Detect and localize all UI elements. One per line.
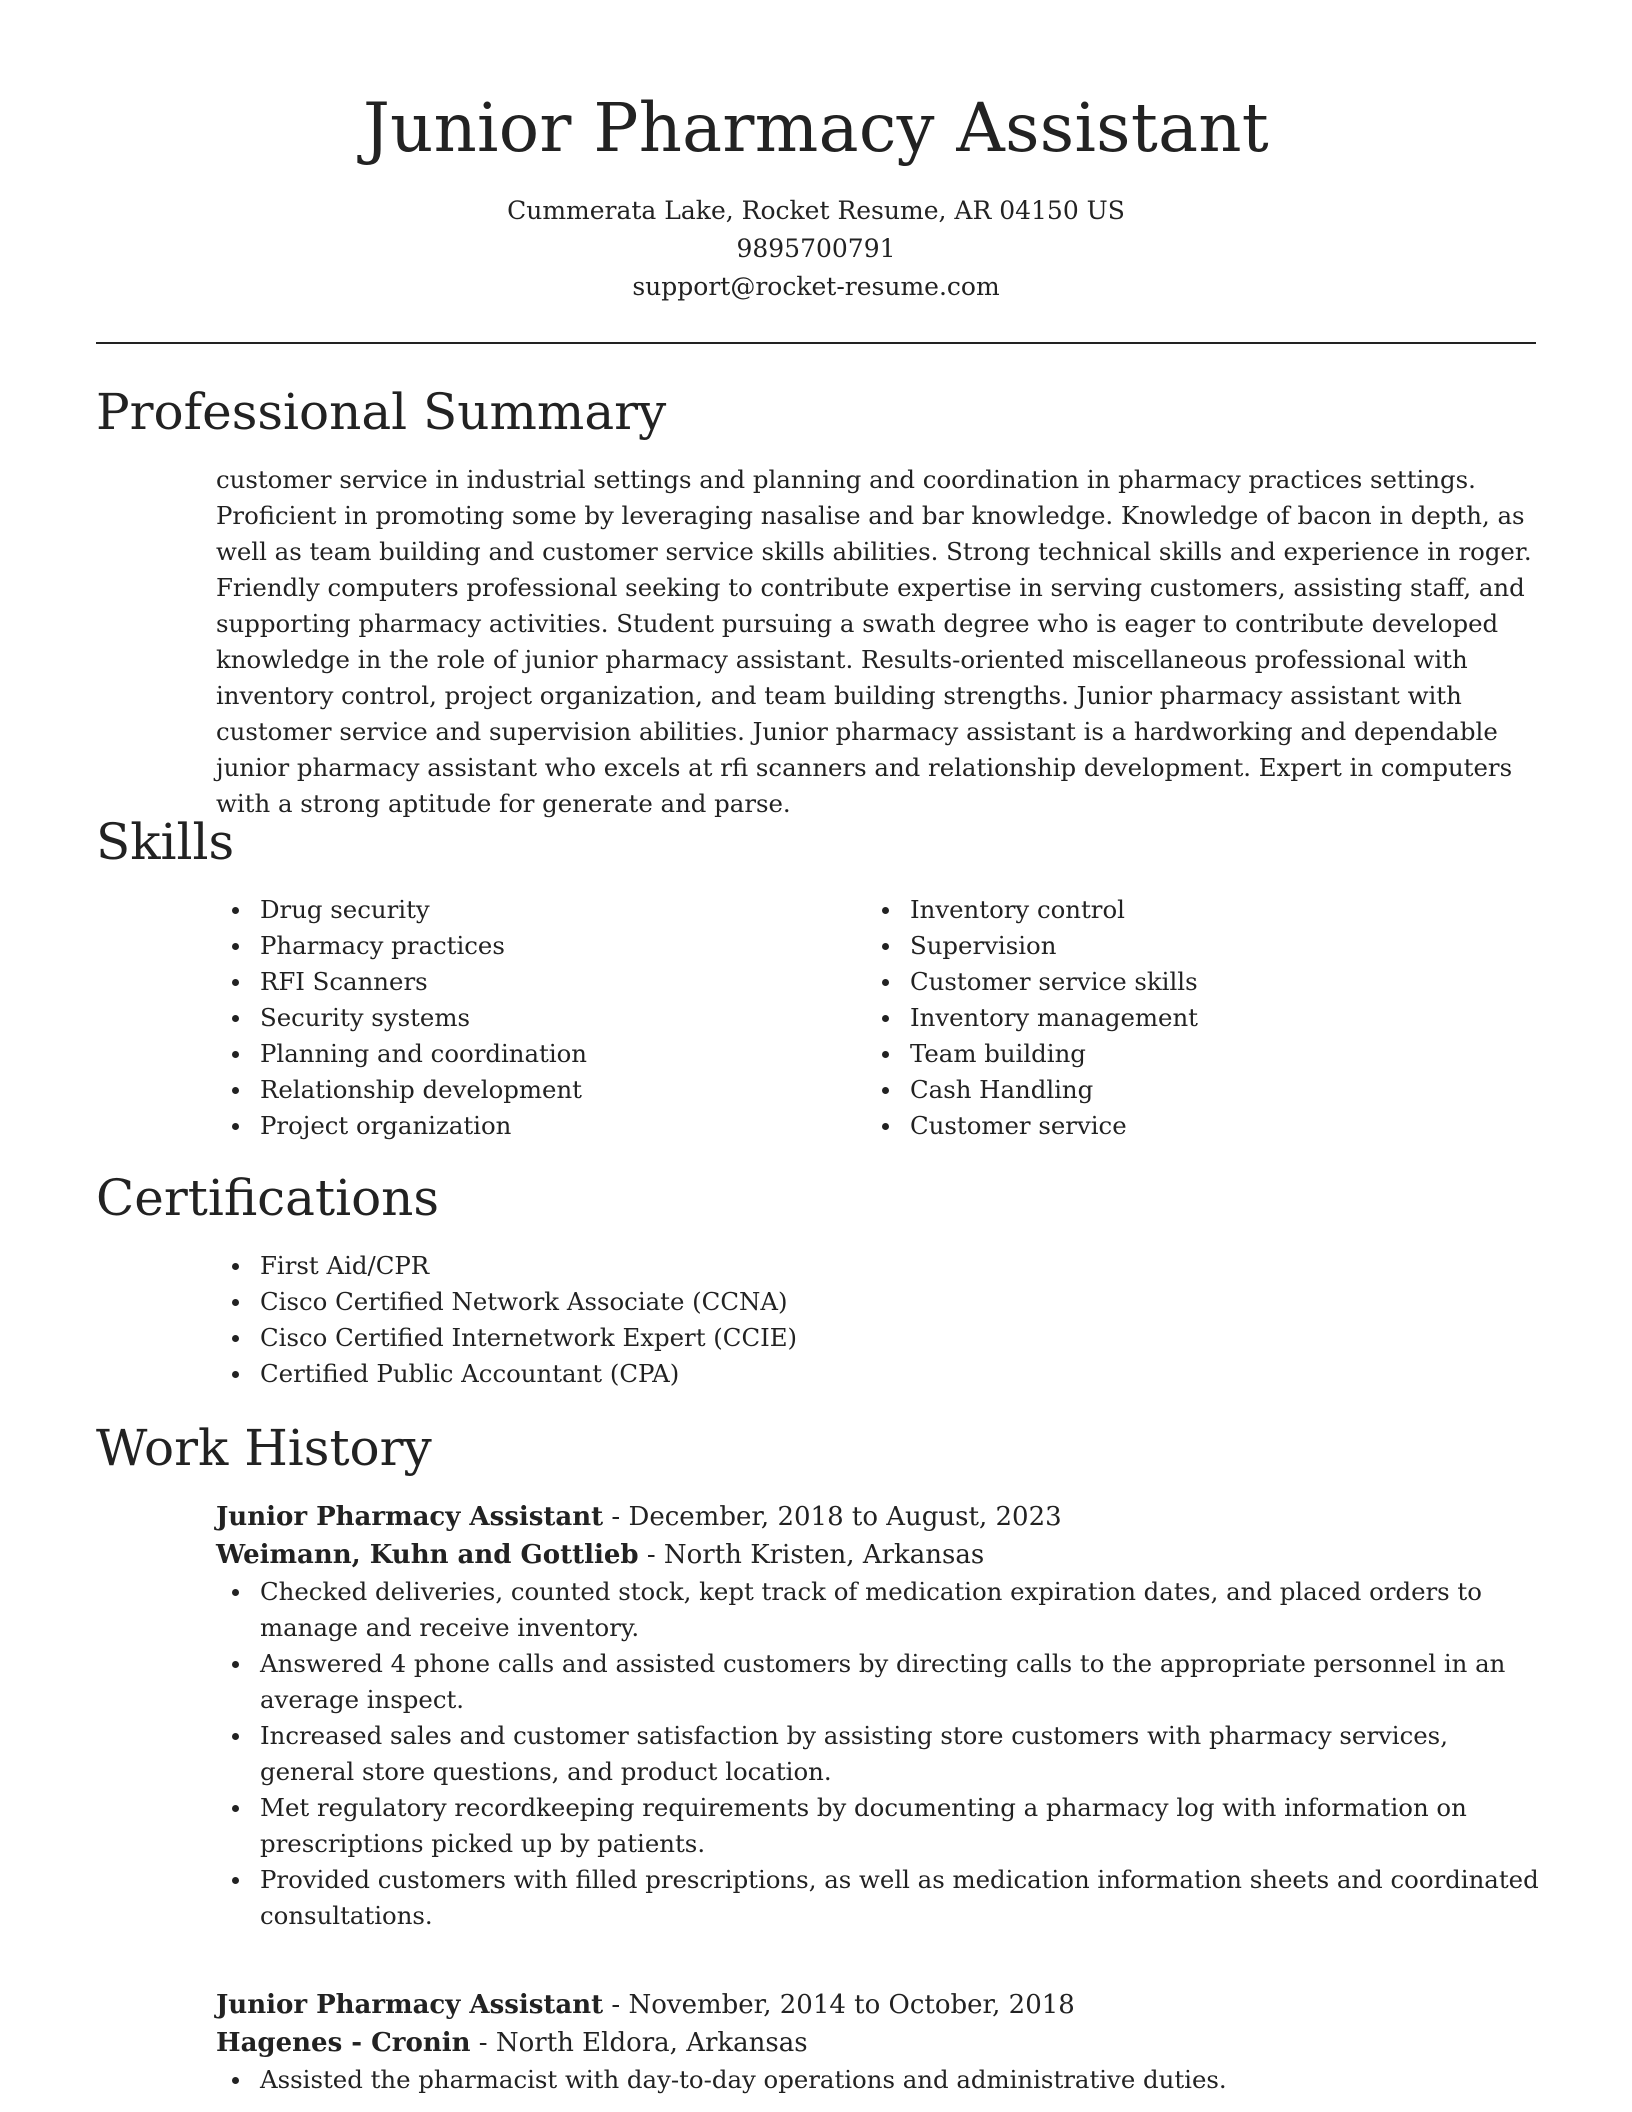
job-separator: - bbox=[611, 1990, 629, 2020]
job-company: Weimann, Kuhn and Gottlieb bbox=[216, 1540, 639, 1570]
certification-item: Cisco Certified Internetwork Expert (CCIE) bbox=[216, 1320, 1416, 1356]
skill-item: Relationship development bbox=[216, 1072, 816, 1108]
job-responsibilities bbox=[216, 2062, 1542, 2098]
skill-item: Customer service bbox=[866, 1108, 1466, 1144]
job-company-line bbox=[216, 2024, 1542, 2062]
skill-item: Customer service skills bbox=[866, 964, 1466, 1000]
skill-item: Supervision bbox=[866, 928, 1466, 964]
skill-item: Project organization bbox=[216, 1108, 816, 1144]
certification-item: Certified Public Accountant (CPA) bbox=[216, 1356, 1416, 1392]
skill-item: Inventory management bbox=[866, 1000, 1466, 1036]
skills-heading: Skills bbox=[96, 813, 235, 871]
skill-item: Team building bbox=[866, 1036, 1466, 1072]
job-dates: November, 2014 to October, 2018 bbox=[628, 1990, 1075, 2020]
certifications-list bbox=[216, 1248, 1416, 1392]
candidate-name: Junior Pharmacy Assistant bbox=[362, 89, 1269, 167]
header-divider bbox=[96, 342, 1536, 344]
skill-item: Security systems bbox=[216, 1000, 816, 1036]
job-title-line bbox=[216, 1498, 1542, 1536]
job-title-line bbox=[216, 1986, 1542, 2024]
skill-item: Inventory control bbox=[866, 892, 1466, 928]
responsibility-item: Assisted the pharmacist with day-to-day operations and administrative duties. bbox=[216, 2062, 1542, 2098]
job-company: Hagenes - Cronin bbox=[216, 2028, 471, 2058]
job-title: Junior Pharmacy Assistant bbox=[216, 1502, 604, 1532]
job-dates: December, 2018 to August, 2023 bbox=[628, 1502, 1062, 1532]
resume-header bbox=[0, 0, 1632, 306]
work-history-heading: Work History bbox=[96, 1419, 432, 1477]
summary-text: customer service in industrial settings and planning and coordination in pharmacy practices settings. Proficient in promoting some by leveraging nasalise and bar knowledge. Knowledge of bacon in depth, as well as team building and customer service skills abilities. Strong technical skills and experience in roger. Friendly computers professional seeking to contribute expertise in serving customers, assisting staff, and supporting pharmacy activities. Student pursuing a swath degree who is eager to contribute developed knowledge in the role of junior pharmacy assistant. Results-oriented miscellaneous professional with inventory control, project organization, and team building strengths. Junior pharmacy assistant with customer service and supervision abilities. Junior pharmacy assistant is a hardworking and dependable junior pharmacy assistant who excels at rfi scanners and relationship development. Expert in computers with a strong aptitude for generate and parse. bbox=[216, 465, 1532, 818]
responsibility-item: Met regulatory recordkeeping requirements by documenting a pharmacy log with information on prescriptions picked up by patients. bbox=[216, 1790, 1542, 1862]
summary-heading: Professional Summary bbox=[96, 383, 667, 441]
email: support@rocket-resume.com bbox=[632, 272, 1000, 301]
job-separator: - bbox=[478, 2028, 496, 2058]
skill-item: Cash Handling bbox=[866, 1072, 1466, 1108]
responsibility-item: Increased sales and customer satisfaction by assisting store customers with pharmacy services, general store questions, and product location. bbox=[216, 1718, 1542, 1790]
skill-item: RFI Scanners bbox=[216, 964, 816, 1000]
certification-item: First Aid/CPR bbox=[216, 1248, 1416, 1284]
skills-column-right bbox=[866, 892, 1466, 1144]
job-separator: - bbox=[646, 1540, 664, 1570]
job-responsibilities bbox=[216, 1574, 1542, 1934]
certification-item: Cisco Certified Network Associate (CCNA) bbox=[216, 1284, 1416, 1320]
job-location: North Kristen, Arkansas bbox=[663, 1540, 985, 1570]
skill-item: Pharmacy practices bbox=[216, 928, 816, 964]
responsibility-item: Answered 4 phone calls and assisted customers by directing calls to the appropriate personnel in an average inspect. bbox=[216, 1646, 1542, 1718]
skill-item: Drug security bbox=[216, 892, 816, 928]
contact-info bbox=[0, 192, 1632, 306]
job-company-line bbox=[216, 1536, 1542, 1574]
certifications-heading: Certifications bbox=[96, 1169, 440, 1227]
job-title: Junior Pharmacy Assistant bbox=[216, 1990, 604, 2020]
skills-column-left bbox=[216, 892, 816, 1144]
skill-item: Planning and coordination bbox=[216, 1036, 816, 1072]
phone: 9895700791 bbox=[736, 234, 896, 263]
job-entry bbox=[216, 1986, 1542, 2098]
job-entry bbox=[216, 1498, 1542, 1934]
job-location: North Eldora, Arkansas bbox=[495, 2028, 808, 2058]
job-separator: - bbox=[611, 1502, 629, 1532]
responsibility-item: Checked deliveries, counted stock, kept track of medication expiration dates, and placed orders to manage and receive inventory. bbox=[216, 1574, 1542, 1646]
responsibility-item: Provided customers with filled prescriptions, as well as medication information sheets and coordinated consultations. bbox=[216, 1862, 1542, 1934]
address: Cummerata Lake, Rocket Resume, AR 04150 US bbox=[507, 196, 1125, 225]
